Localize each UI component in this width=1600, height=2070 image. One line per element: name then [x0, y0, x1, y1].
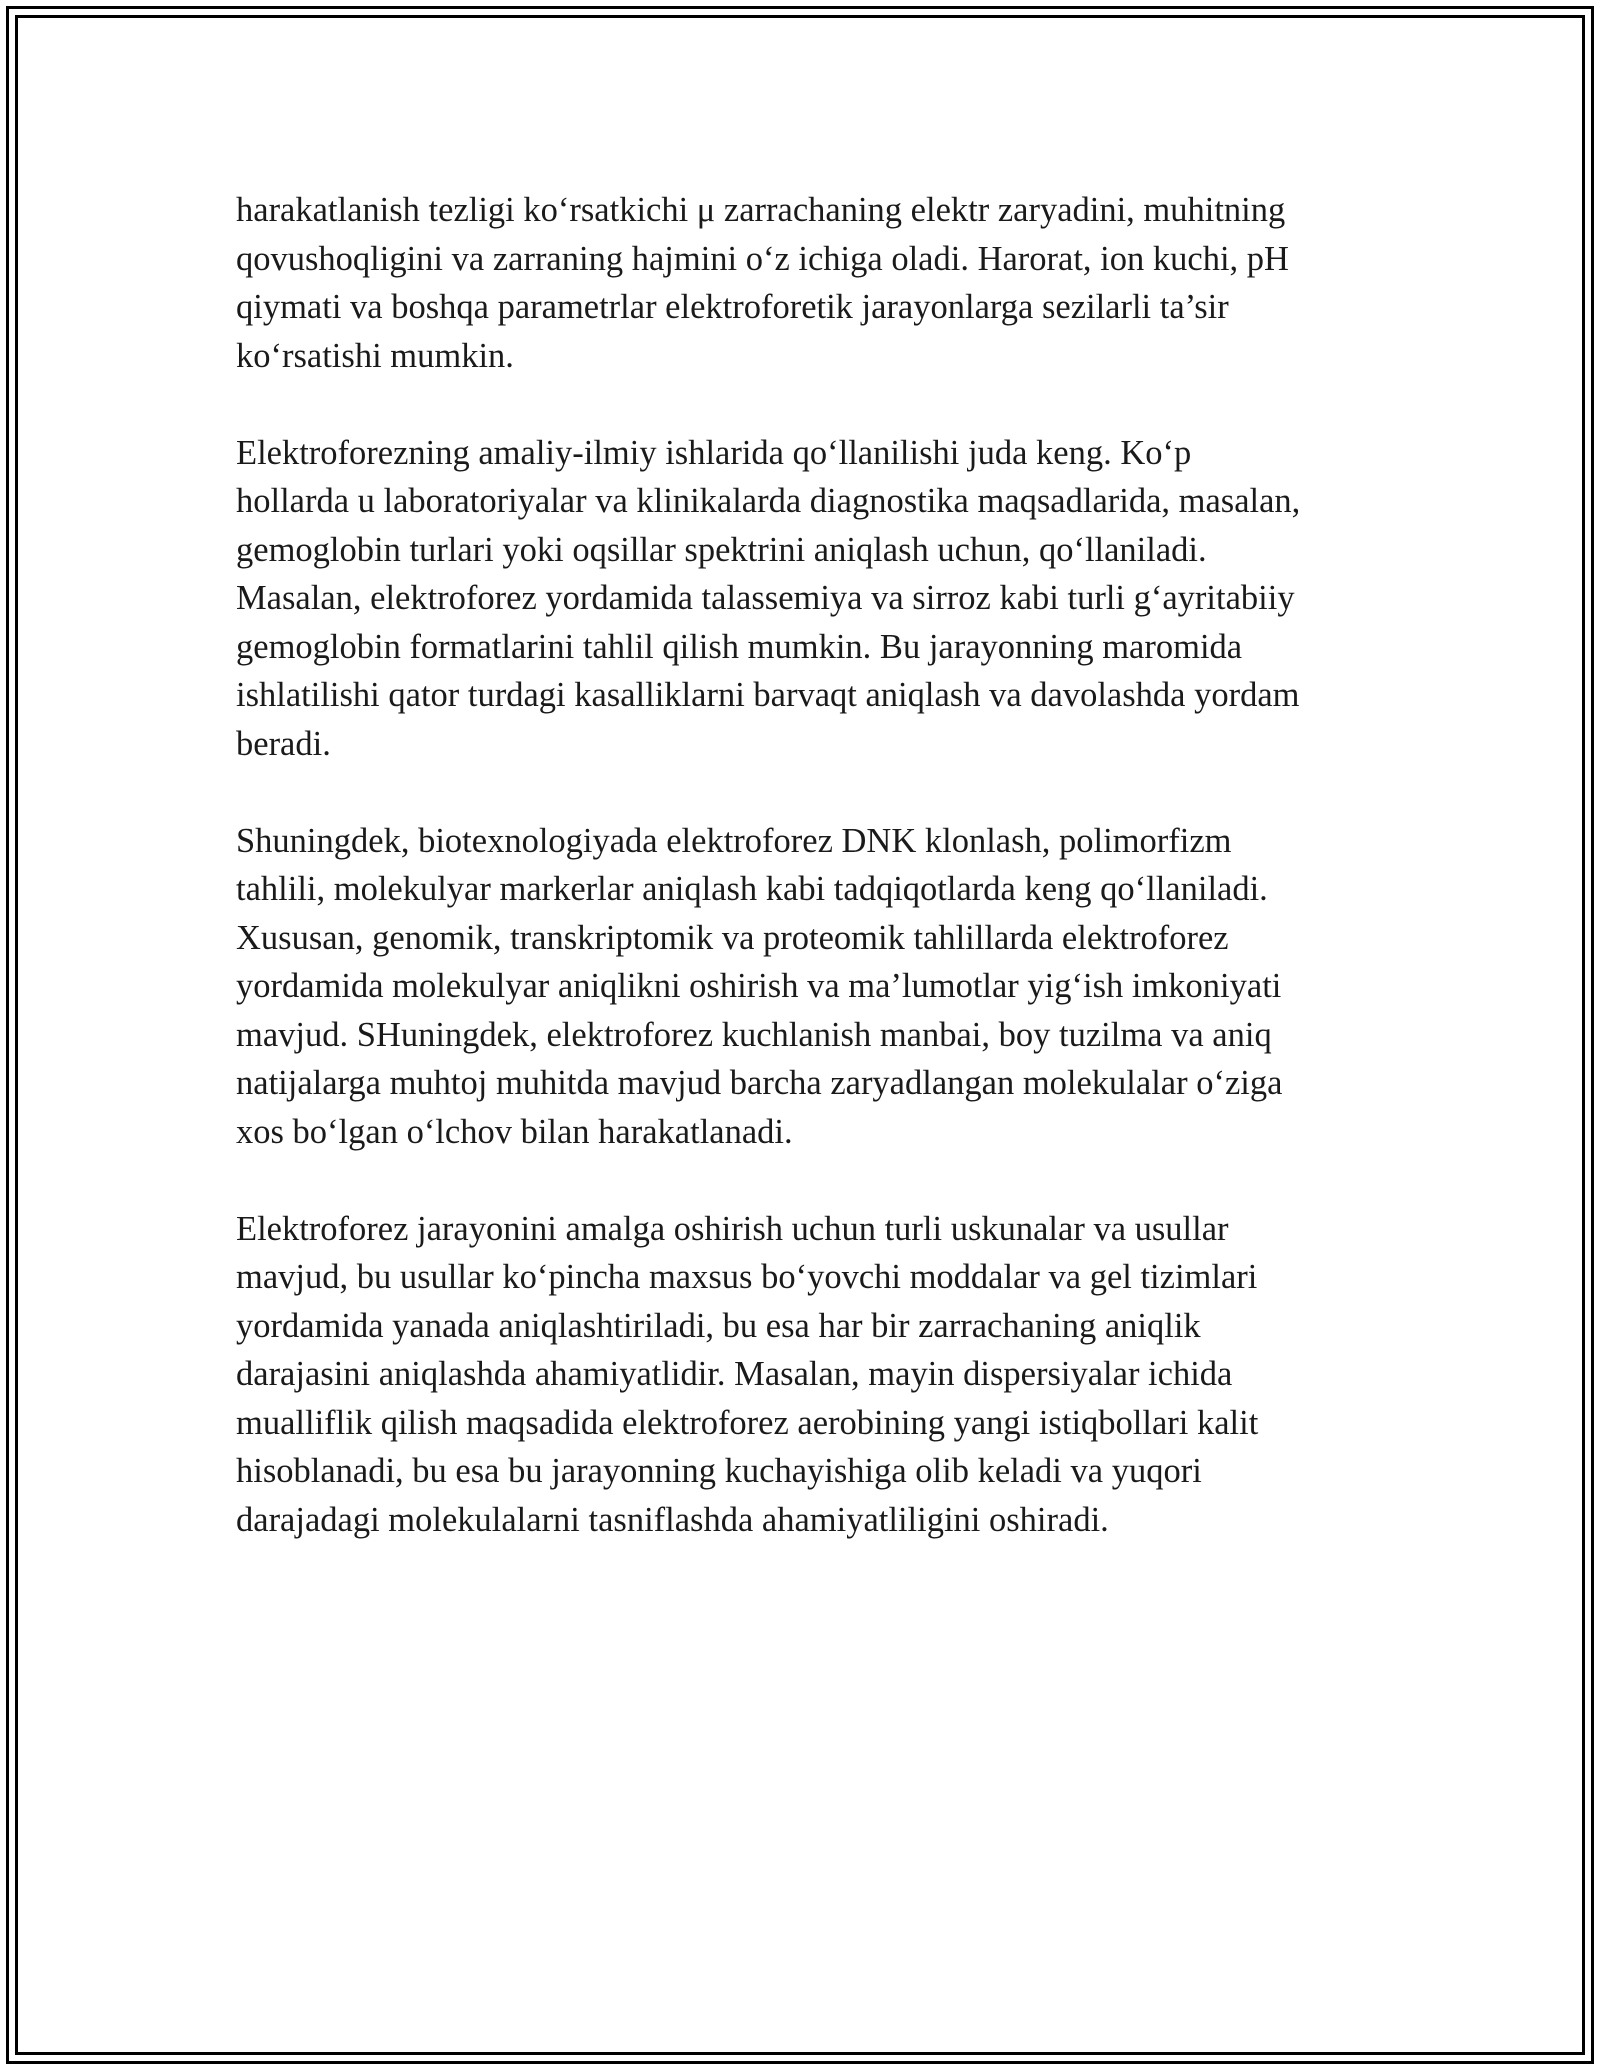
paragraph-line: tahlili, molekulyar markerlar aniqlash kabi tadqiqotlarda keng qo‘llaniladi. [236, 870, 1268, 908]
paragraph-line: gemoglobin turlari yoki oqsillar spektrini aniqlash uchun, qo‘llaniladi. [236, 530, 1207, 569]
paragraph-line: mavjud. SHuningdek, elektroforez kuchlanish manbai, boy tuzilma va aniq [236, 1015, 1272, 1054]
paragraph-3 [236, 817, 1376, 1157]
paragraph-line: Xususan, genomik, transkriptomik va proteomik tahlillarda elektroforez [236, 918, 1229, 957]
paragraph-line: Elektroforezning amaliy-ilmiy ishlarida qo‘llanilishi juda keng. Ko‘p [236, 433, 1192, 472]
paragraph-line: ishlatilishi qator turdagi kasalliklarni barvaqt aniqlash va davolashda yordam [236, 676, 1300, 714]
paragraph-line: qiymati va boshqa parametrlar elektroforetik jarayonlarga sezilarli ta’sir [236, 288, 1229, 326]
paragraph-line: ko‘rsatishi mumkin. [236, 336, 514, 375]
paragraph-2 [236, 429, 1376, 769]
paragraph-line: xos bo‘lgan o‘lchov bilan harakatlanadi. [236, 1112, 793, 1151]
paragraph-4 [236, 1205, 1376, 1545]
paragraph-line: mavjud, bu usullar ko‘pincha maxsus bo‘yovchi moddalar va gel tizimlari [236, 1258, 1258, 1296]
paragraph-line: hollarda u laboratoriyalar va klinikalarda diagnostika maqsadlarida, masalan, [236, 482, 1301, 520]
document-body [236, 186, 1376, 1593]
paragraph-line: beradi. [236, 724, 331, 763]
paragraph-line: darajadagi molekulalarni tasniflashda ahamiyatliligini oshiradi. [236, 1500, 1109, 1539]
paragraph-line: darajasini aniqlashda ahamiyatlidir. Masalan, mayin dispersiyalar ichida [236, 1355, 1233, 1393]
paragraph-line: Shuningdek, biotexnologiyada elektroforez DNK klonlash, polimorfizm [236, 821, 1232, 860]
paragraph-line: yordamida molekulyar aniqlikni oshirish va ma’lumotlar yig‘ish imkoniyati [236, 967, 1282, 1005]
paragraph-line: gemoglobin formatlarini tahlil qilish mumkin. Bu jarayonning maromida [236, 627, 1243, 666]
paragraph-line: Masalan, elektroforez yordamida talassemiya va sirroz kabi turli g‘ayritabiiy [236, 579, 1295, 617]
paragraph-line: mualliflik qilish maqsadida elektroforez aerobining yangi istiqbollari kalit [236, 1403, 1259, 1442]
paragraph-line: yordamida yanada aniqlashtiriladi, bu esa har bir zarrachaning aniqlik [236, 1306, 1201, 1345]
paragraph-line: natijalarga muhtoj muhitda mavjud barcha zaryadlangan molekulalar o‘ziga [236, 1064, 1283, 1102]
paragraph-line: qovushoqligini va zarraning hajmini o‘z ichiga oladi. Harorat, ion kuchi, pH [236, 239, 1289, 278]
paragraph-line: Elektroforez jarayonini amalga oshirish uchun turli uskunalar va usullar [236, 1209, 1229, 1248]
paragraph-1 [236, 186, 1376, 380]
paragraph-line: hisoblanadi, bu esa bu jarayonning kuchayishiga olib keladi va yuqori [236, 1452, 1202, 1490]
paragraph-line: harakatlanish tezligi ko‘rsatkichi μ zarrachaning elektr zaryadini, muhitning [236, 191, 1286, 229]
